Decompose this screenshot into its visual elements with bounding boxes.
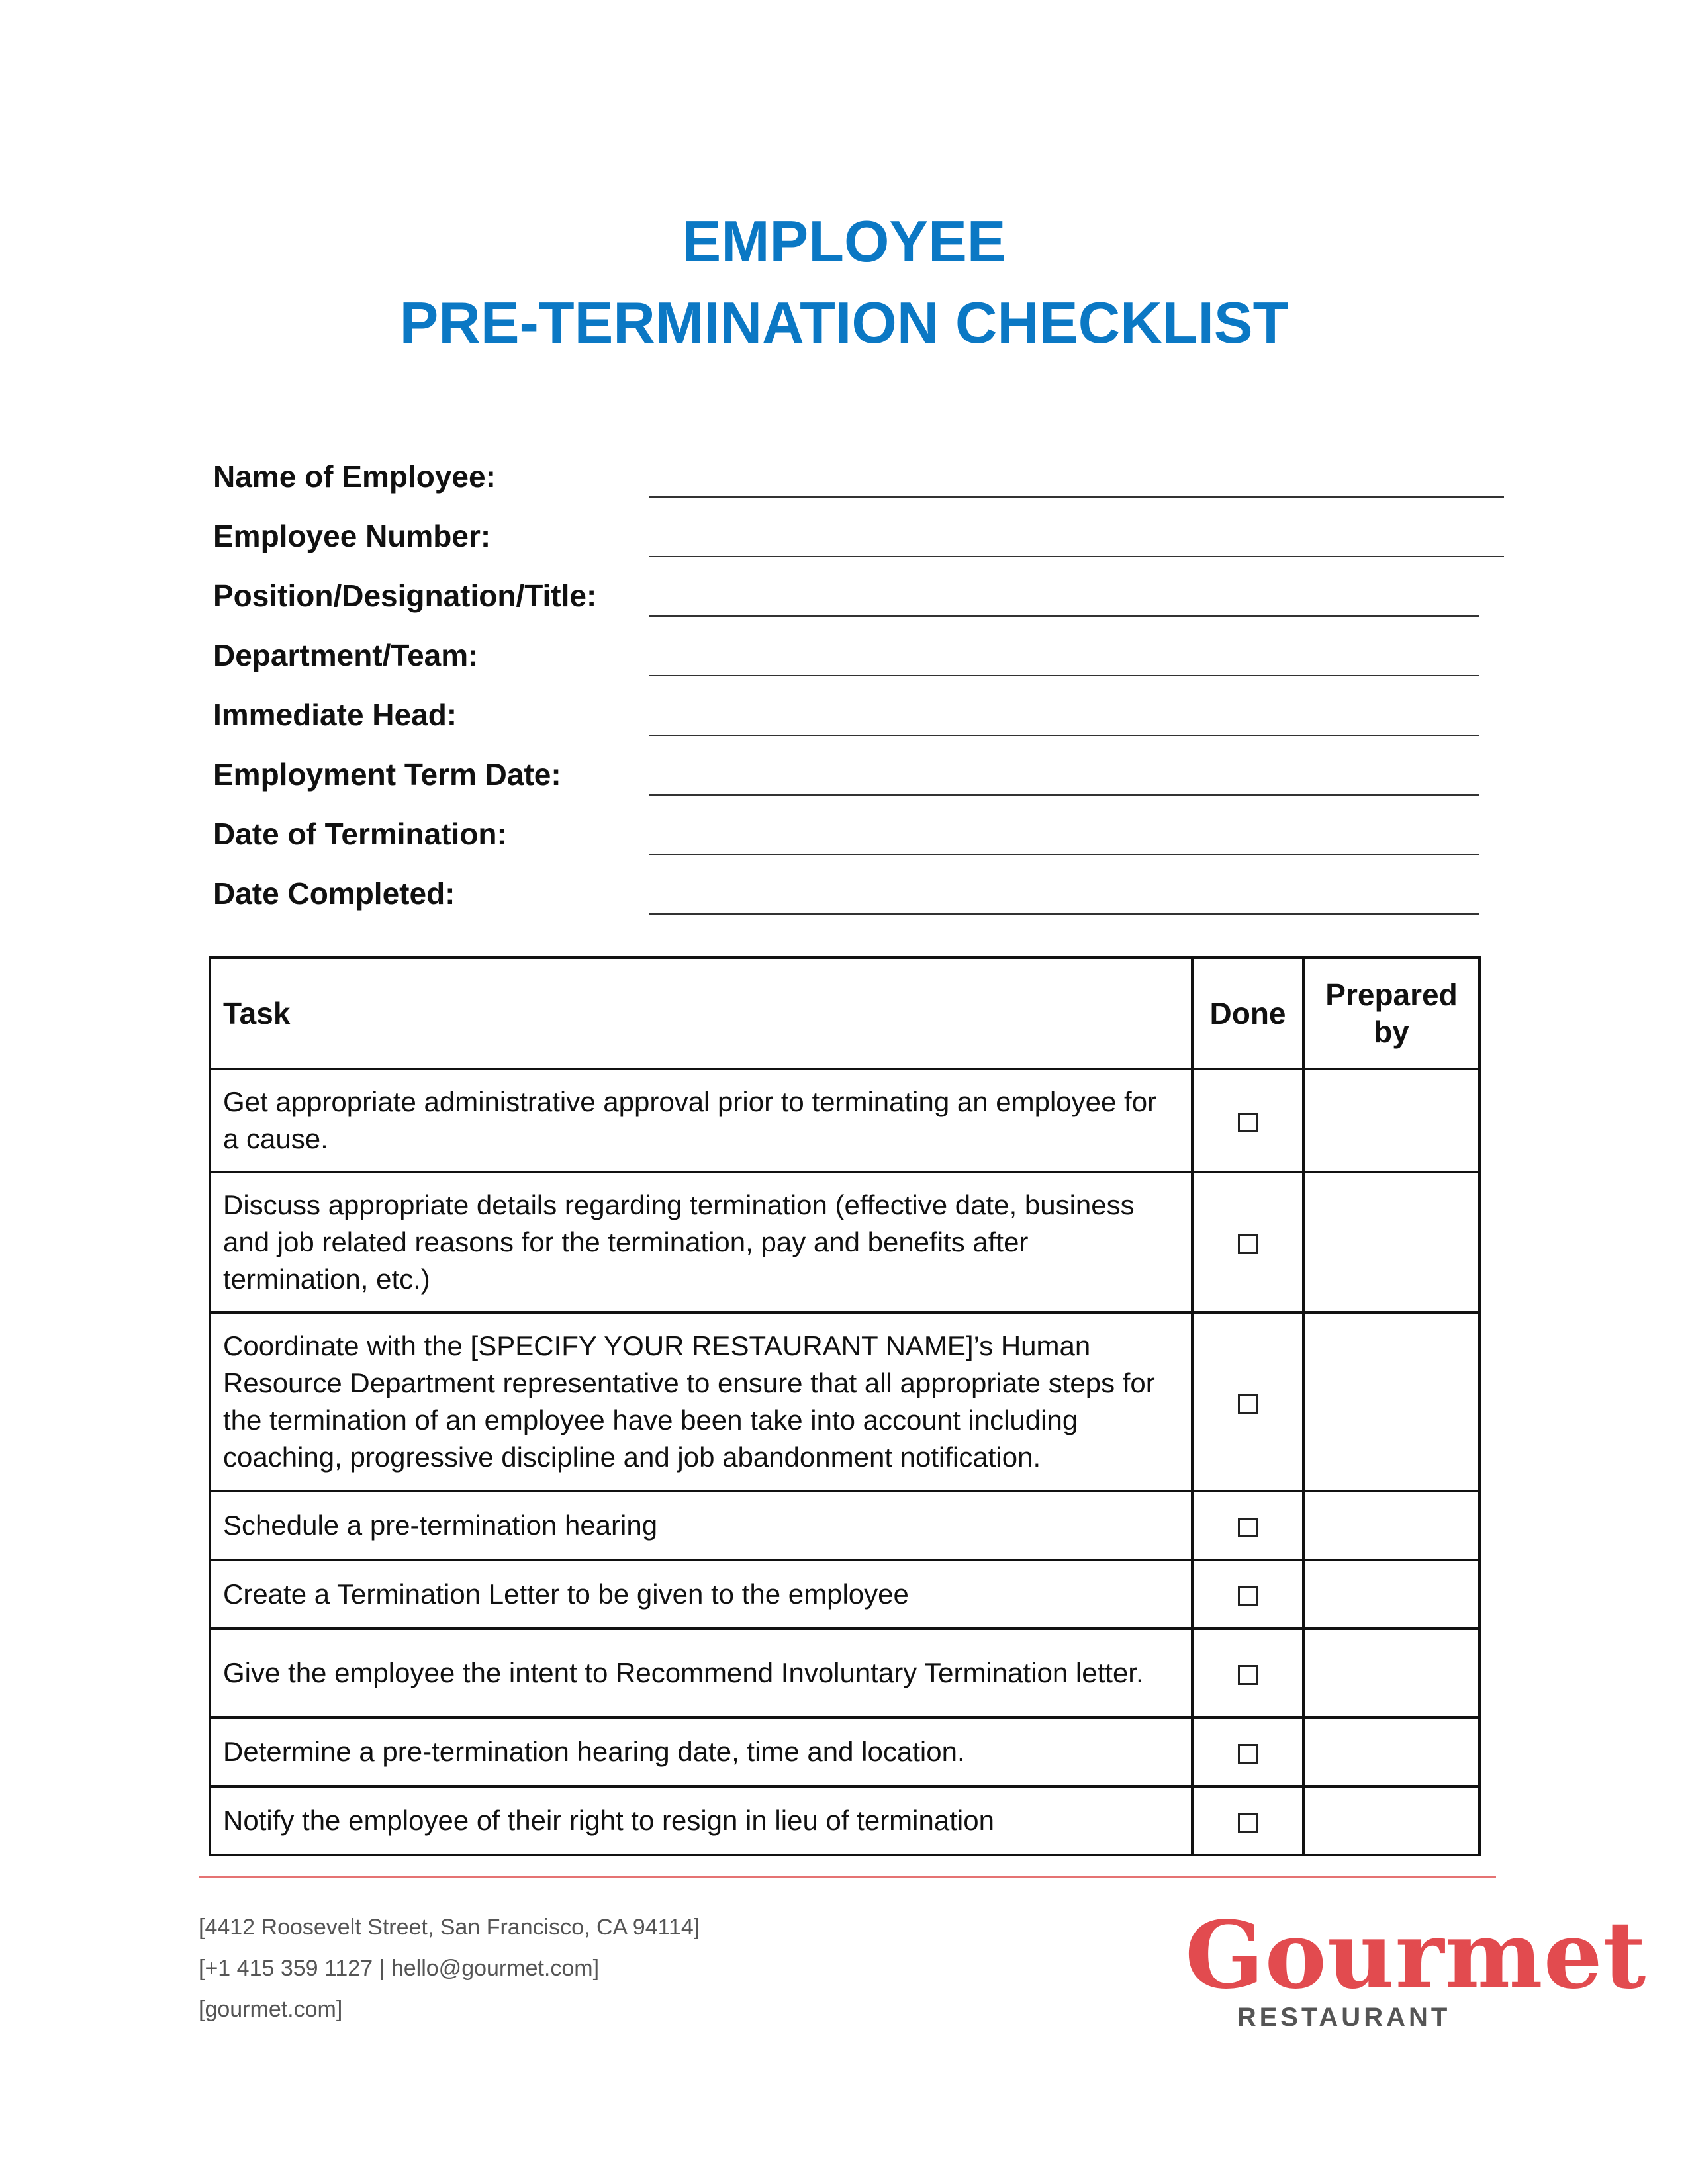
field-line-employee-number[interactable]	[649, 556, 1504, 557]
done-cell	[1192, 1717, 1303, 1786]
task-text: Schedule a pre-termination hearing	[210, 1491, 1192, 1560]
prepared-by-cell[interactable]	[1303, 1069, 1479, 1172]
table-row	[210, 1491, 1479, 1560]
table-header-row	[210, 958, 1479, 1069]
prepared-by-cell[interactable]	[1303, 1786, 1479, 1855]
logo-wordmark: Gourmet	[1185, 1901, 1647, 2010]
field-line-name[interactable]	[649, 496, 1504, 498]
table-row	[210, 1312, 1479, 1491]
footer-contact: [+1 415 359 1127 | hello@gourmet.com]	[199, 1956, 600, 1981]
done-cell	[1192, 1786, 1303, 1855]
checkbox[interactable]	[1238, 1518, 1258, 1537]
prepared-by-cell[interactable]	[1303, 1312, 1479, 1491]
checkbox[interactable]	[1238, 1113, 1258, 1132]
field-label-department: Department/Team:	[213, 638, 479, 672]
field-label-immediate-head: Immediate Head:	[213, 698, 457, 732]
field-line-position[interactable]	[649, 615, 1479, 617]
done-cell	[1192, 1172, 1303, 1312]
done-cell	[1192, 1491, 1303, 1560]
prepared-by-cell[interactable]	[1303, 1717, 1479, 1786]
checkbox[interactable]	[1238, 1394, 1258, 1414]
done-cell	[1192, 1629, 1303, 1717]
footer-divider	[199, 1876, 1496, 1878]
table-row	[210, 1560, 1479, 1629]
table-row	[210, 1786, 1479, 1855]
checkbox[interactable]	[1238, 1586, 1258, 1606]
checkbox[interactable]	[1238, 1665, 1258, 1685]
logo-subtitle: RESTAURANT	[1237, 2003, 1451, 2032]
checkbox[interactable]	[1238, 1234, 1258, 1254]
task-text: Get appropriate administrative approval prior to terminating an employee for a cause.	[210, 1069, 1192, 1172]
field-label-date-of-termination: Date of Termination:	[213, 817, 507, 851]
done-cell	[1192, 1560, 1303, 1629]
table-row	[210, 1172, 1479, 1312]
document-title-line2: PRE-TERMINATION CHECKLIST	[399, 290, 1289, 355]
field-label-position: Position/Designation/Title:	[213, 578, 597, 613]
gourmet-logo	[1185, 1901, 1647, 2033]
header-task: Task	[210, 958, 1192, 1069]
task-text: Create a Termination Letter to be given to the employee	[210, 1560, 1192, 1629]
task-text: Discuss appropriate details regarding termination (effective date, business and job related reasons for the termination, pay and benefits after termination, etc.)	[210, 1172, 1192, 1312]
prepared-by-cell[interactable]	[1303, 1629, 1479, 1717]
prepared-by-cell[interactable]	[1303, 1172, 1479, 1312]
field-label-employee-number: Employee Number:	[213, 519, 491, 553]
footer-website: [gourmet.com]	[199, 1997, 343, 2022]
checkbox[interactable]	[1238, 1813, 1258, 1833]
field-label-name: Name of Employee:	[213, 459, 496, 494]
done-cell	[1192, 1069, 1303, 1172]
task-text: Notify the employee of their right to resign in lieu of termination	[210, 1786, 1192, 1855]
table-row	[210, 1717, 1479, 1786]
field-label-employment-term-date: Employment Term Date:	[213, 757, 561, 792]
prepared-by-cell[interactable]	[1303, 1560, 1479, 1629]
field-line-date-completed[interactable]	[649, 913, 1479, 915]
field-line-date-of-termination[interactable]	[649, 854, 1479, 855]
table-row	[210, 1069, 1479, 1172]
task-text: Determine a pre-termination hearing date, time and location.	[210, 1717, 1192, 1786]
prepared-by-cell[interactable]	[1303, 1491, 1479, 1560]
task-text: Give the employee the intent to Recommend Involuntary Termination letter.	[210, 1629, 1192, 1717]
header-prepared-by: Prepared by	[1303, 958, 1479, 1069]
checkbox[interactable]	[1238, 1744, 1258, 1764]
document-title-line1: EMPLOYEE	[682, 208, 1006, 274]
field-line-department[interactable]	[649, 675, 1479, 676]
header-done: Done	[1192, 958, 1303, 1069]
field-line-immediate-head[interactable]	[649, 735, 1479, 736]
task-text: Coordinate with the [SPECIFY YOUR RESTAURANT NAME]’s Human Resource Department representative to ensure that all appropriate steps for the termination of an employee have been take into account including coaching, progressive discipline and job abandonment notification.	[210, 1312, 1192, 1491]
field-label-date-completed: Date Completed:	[213, 876, 455, 911]
table-row	[210, 1629, 1479, 1717]
footer-address: [4412 Roosevelt Street, San Francisco, CA 94114]	[199, 1915, 700, 1940]
field-line-employment-term-date[interactable]	[649, 794, 1479, 796]
checklist-table	[209, 956, 1481, 1856]
done-cell	[1192, 1312, 1303, 1491]
